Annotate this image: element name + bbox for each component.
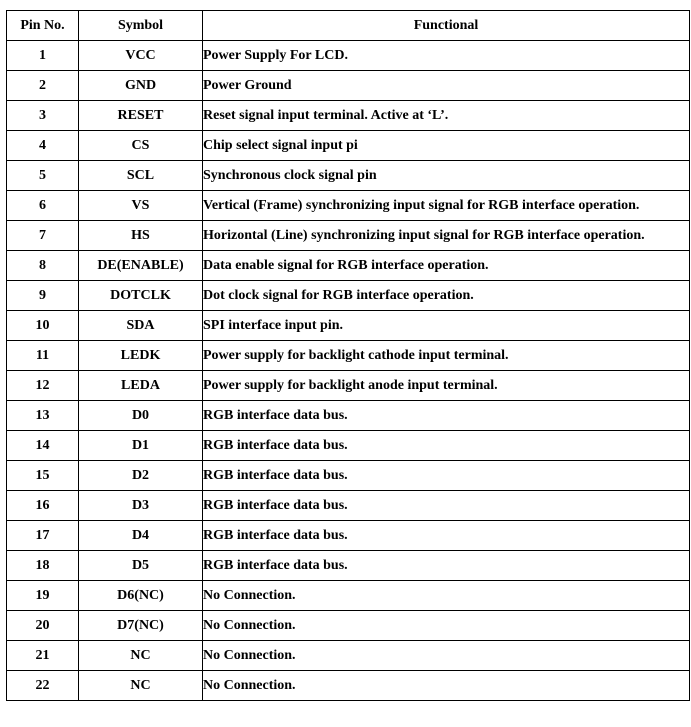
symbol-cell: D7(NC) — [79, 611, 203, 641]
table-row — [7, 191, 690, 221]
symbol-cell: D4 — [79, 521, 203, 551]
pin-number-cell: 1 — [7, 41, 79, 71]
functional-cell: No Connection. — [203, 581, 690, 611]
functional-cell: No Connection. — [203, 641, 690, 671]
pin-number-cell: 2 — [7, 71, 79, 101]
pin-number-cell: 8 — [7, 251, 79, 281]
functional-cell: Vertical (Frame) synchronizing input signal for RGB interface operation. — [203, 191, 690, 221]
table-row — [7, 581, 690, 611]
table-row — [7, 551, 690, 581]
symbol-cell: LEDA — [79, 371, 203, 401]
pin-number-cell: 11 — [7, 341, 79, 371]
functional-cell: Power supply for backlight cathode input terminal. — [203, 341, 690, 371]
pin-number-cell: 17 — [7, 521, 79, 551]
functional-cell: RGB interface data bus. — [203, 431, 690, 461]
table-row — [7, 401, 690, 431]
symbol-cell: VCC — [79, 41, 203, 71]
header-pin-no: Pin No. — [7, 11, 79, 41]
symbol-cell: NC — [79, 671, 203, 701]
symbol-cell: DOTCLK — [79, 281, 203, 311]
pin-number-cell: 22 — [7, 671, 79, 701]
pin-number-cell: 15 — [7, 461, 79, 491]
functional-cell: RGB interface data bus. — [203, 401, 690, 431]
pin-number-cell: 6 — [7, 191, 79, 221]
header-symbol: Symbol — [79, 11, 203, 41]
pin-number-cell: 4 — [7, 131, 79, 161]
table-row — [7, 131, 690, 161]
pin-number-cell: 13 — [7, 401, 79, 431]
pin-table-head — [7, 11, 690, 41]
symbol-cell: GND — [79, 71, 203, 101]
functional-cell: Synchronous clock signal pin — [203, 161, 690, 191]
table-row — [7, 611, 690, 641]
table-row — [7, 101, 690, 131]
pin-number-cell: 12 — [7, 371, 79, 401]
functional-cell: Power Supply For LCD. — [203, 41, 690, 71]
pin-number-cell: 9 — [7, 281, 79, 311]
functional-cell: Power Ground — [203, 71, 690, 101]
table-row — [7, 671, 690, 701]
table-row — [7, 431, 690, 461]
pin-number-cell: 14 — [7, 431, 79, 461]
symbol-cell: LEDK — [79, 341, 203, 371]
table-row — [7, 641, 690, 671]
pin-number-cell: 7 — [7, 221, 79, 251]
symbol-cell: SDA — [79, 311, 203, 341]
symbol-cell: D3 — [79, 491, 203, 521]
pin-number-cell: 20 — [7, 611, 79, 641]
functional-cell: SPI interface input pin. — [203, 311, 690, 341]
symbol-cell: SCL — [79, 161, 203, 191]
symbol-cell: RESET — [79, 101, 203, 131]
functional-cell: Dot clock signal for RGB interface operation. — [203, 281, 690, 311]
table-row — [7, 161, 690, 191]
functional-cell: RGB interface data bus. — [203, 461, 690, 491]
pin-number-cell: 3 — [7, 101, 79, 131]
pin-table — [6, 10, 690, 701]
functional-cell: Horizontal (Line) synchronizing input signal for RGB interface operation. — [203, 221, 690, 251]
table-row — [7, 251, 690, 281]
symbol-cell: D6(NC) — [79, 581, 203, 611]
header-row — [7, 11, 690, 41]
table-row — [7, 41, 690, 71]
symbol-cell: VS — [79, 191, 203, 221]
table-row — [7, 311, 690, 341]
table-row — [7, 281, 690, 311]
pin-number-cell: 19 — [7, 581, 79, 611]
table-row — [7, 461, 690, 491]
table-row — [7, 371, 690, 401]
pin-number-cell: 16 — [7, 491, 79, 521]
symbol-cell: D5 — [79, 551, 203, 581]
functional-cell: RGB interface data bus. — [203, 521, 690, 551]
pin-table-body — [7, 41, 690, 701]
symbol-cell: D0 — [79, 401, 203, 431]
functional-cell: No Connection. — [203, 671, 690, 701]
functional-cell: Data enable signal for RGB interface operation. — [203, 251, 690, 281]
table-row — [7, 521, 690, 551]
symbol-cell: NC — [79, 641, 203, 671]
functional-cell: Power supply for backlight anode input terminal. — [203, 371, 690, 401]
pin-number-cell: 5 — [7, 161, 79, 191]
table-row — [7, 71, 690, 101]
symbol-cell: HS — [79, 221, 203, 251]
functional-cell: Reset signal input terminal. Active at ‘L’. — [203, 101, 690, 131]
pin-number-cell: 10 — [7, 311, 79, 341]
pin-number-cell: 18 — [7, 551, 79, 581]
pin-number-cell: 21 — [7, 641, 79, 671]
header-functional: Functional — [203, 11, 690, 41]
symbol-cell: DE(ENABLE) — [79, 251, 203, 281]
functional-cell: Chip select signal input pi — [203, 131, 690, 161]
symbol-cell: D2 — [79, 461, 203, 491]
functional-cell: No Connection. — [203, 611, 690, 641]
symbol-cell: CS — [79, 131, 203, 161]
functional-cell: RGB interface data bus. — [203, 551, 690, 581]
symbol-cell: D1 — [79, 431, 203, 461]
table-row — [7, 221, 690, 251]
functional-cell: RGB interface data bus. — [203, 491, 690, 521]
table-row — [7, 341, 690, 371]
table-row — [7, 491, 690, 521]
